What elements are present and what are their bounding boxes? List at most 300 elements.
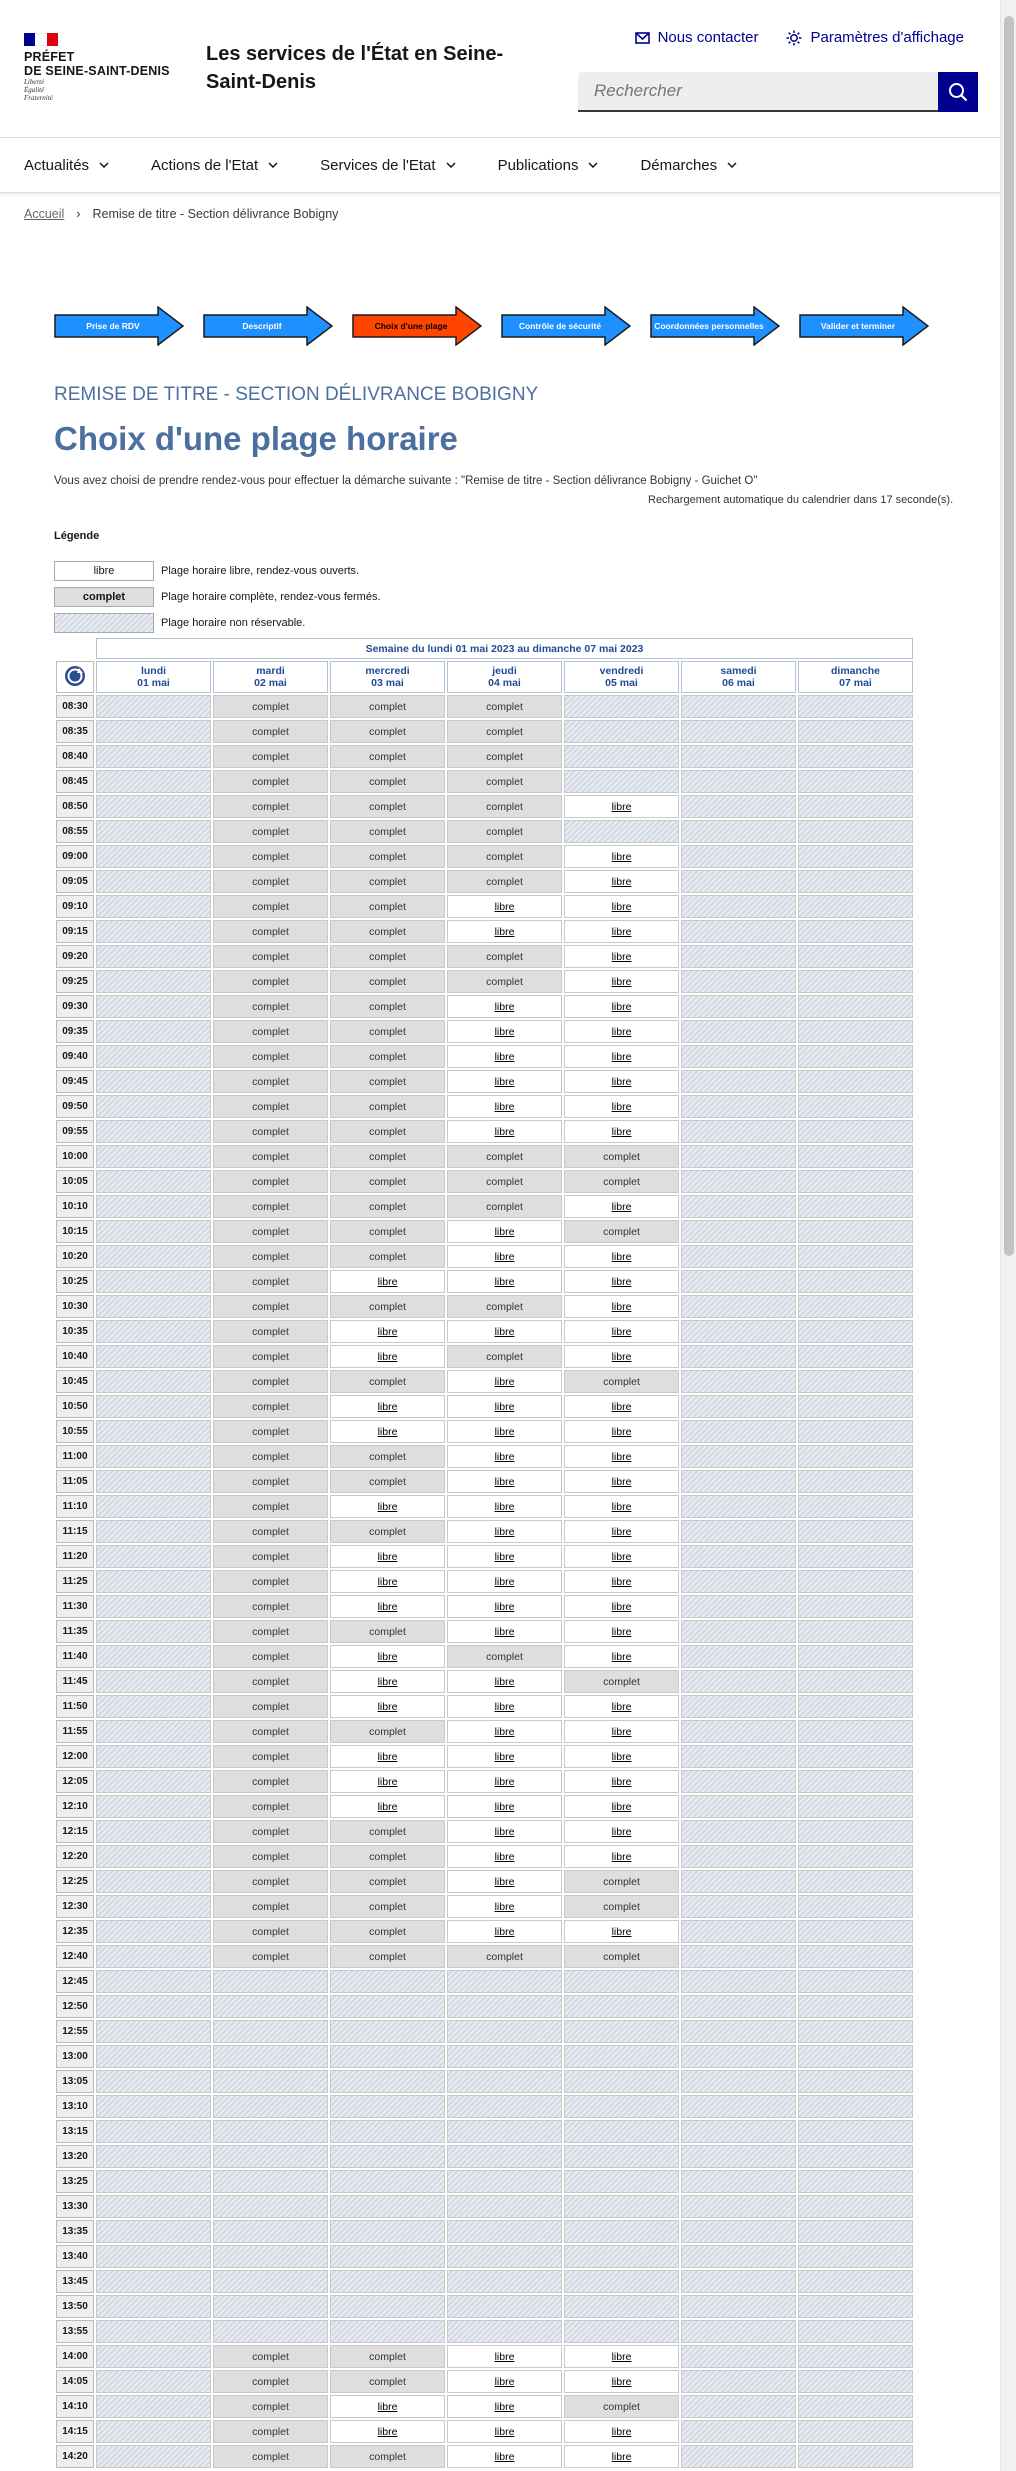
slot-status: complet [252, 750, 289, 763]
slot-libre[interactable] [564, 2370, 679, 2393]
slot-unavailable [681, 1920, 796, 1943]
slot-complet [330, 1045, 445, 1068]
slot-unavailable [798, 1595, 913, 1618]
slot-status: complet [369, 1900, 406, 1913]
slot-libre[interactable] [447, 895, 562, 918]
slot-libre[interactable] [564, 1570, 679, 1593]
slot-libre[interactable] [447, 1395, 562, 1418]
slot-complet [213, 1770, 328, 1793]
slot-libre[interactable] [564, 1195, 679, 1218]
slot-libre[interactable] [447, 1095, 562, 1118]
slot-status: complet [252, 2425, 289, 2438]
slot-libre[interactable] [330, 1695, 445, 1718]
slot-unavailable [681, 1195, 796, 1218]
slot-libre[interactable] [447, 2420, 562, 2443]
slot-status: complet [252, 1800, 289, 1813]
day-date: 07 mai [839, 677, 872, 689]
slot-libre[interactable] [447, 1520, 562, 1543]
slot-libre[interactable] [564, 1445, 679, 1468]
slot-libre[interactable] [447, 1420, 562, 1443]
time-label: 10:15 [56, 1220, 94, 1243]
time-row [56, 2220, 913, 2243]
slot-libre[interactable] [564, 1795, 679, 1818]
slot-complet [330, 1220, 445, 1243]
slot-libre[interactable] [564, 1920, 679, 1943]
slot-complet [330, 1120, 445, 1143]
time-label: 12:40 [56, 1945, 94, 1968]
time-label: 11:20 [56, 1545, 94, 1568]
time-row [56, 1270, 913, 1293]
slot-libre[interactable] [447, 1370, 562, 1393]
slot-complet [330, 1470, 445, 1493]
slot-unavailable [681, 1395, 796, 1418]
slot-libre[interactable] [564, 1420, 679, 1443]
slot-libre[interactable] [330, 2395, 445, 2418]
contact-link[interactable] [635, 29, 759, 46]
slot-libre[interactable] [447, 1220, 562, 1243]
slot-libre[interactable] [564, 1320, 679, 1343]
slot-status: libre [377, 2425, 398, 2438]
slot-unavailable [681, 1170, 796, 1193]
slot-complet [213, 1845, 328, 1868]
slot-libre[interactable] [447, 920, 562, 943]
slot-libre[interactable] [330, 1495, 445, 1518]
display-settings-link[interactable] [786, 29, 964, 46]
slot-libre[interactable] [330, 1270, 445, 1293]
slot-status: complet [252, 950, 289, 963]
slot-libre[interactable] [447, 1595, 562, 1618]
nav-item-publications[interactable] [498, 157, 599, 174]
time-label: 09:00 [56, 845, 94, 868]
slot-libre[interactable] [564, 795, 679, 818]
day-date: 01 mai [137, 677, 170, 689]
slot-libre[interactable] [564, 2420, 679, 2443]
slot-libre[interactable] [447, 1670, 562, 1693]
slot-complet [330, 1145, 445, 1168]
slot-unavailable [798, 2270, 913, 2293]
time-row [56, 920, 913, 943]
slot-unavailable [213, 2195, 328, 2218]
slot-libre[interactable] [564, 995, 679, 1018]
time-label: 12:45 [56, 1970, 94, 1993]
slot-libre[interactable] [447, 2370, 562, 2393]
slot-status: complet [369, 1225, 406, 1238]
slot-unavailable [681, 1570, 796, 1593]
slot-libre[interactable] [564, 920, 679, 943]
slot-unavailable [96, 1770, 211, 1793]
slot-unavailable [681, 1770, 796, 1793]
slot-status: libre [611, 2450, 632, 2463]
slot-status: complet [603, 1225, 640, 1238]
nav-item-services[interactable] [320, 157, 455, 174]
time-row [56, 945, 913, 968]
slot-unavailable [564, 2195, 679, 2218]
slot-unavailable [564, 770, 679, 793]
slot-libre[interactable] [447, 1745, 562, 1768]
slot-libre[interactable] [447, 1270, 562, 1293]
slot-libre[interactable] [447, 2345, 562, 2368]
slot-libre[interactable] [330, 1670, 445, 1693]
slot-status: complet [486, 1650, 523, 1663]
slot-libre[interactable] [564, 1295, 679, 1318]
slot-unavailable [798, 1245, 913, 1268]
slot-unavailable [96, 845, 211, 868]
slot-status: complet [252, 925, 289, 938]
slot-unavailable [681, 1295, 796, 1318]
slot-libre[interactable] [564, 1595, 679, 1618]
slot-libre[interactable] [564, 1770, 679, 1793]
slot-status: libre [611, 1600, 632, 1613]
slot-libre[interactable] [447, 995, 562, 1018]
slot-status: libre [611, 1125, 632, 1138]
time-row [56, 1320, 913, 1343]
slot-complet [330, 1895, 445, 1918]
slot-status: libre [494, 1325, 515, 1338]
slot-unavailable [96, 1895, 211, 1918]
slot-libre[interactable] [330, 1770, 445, 1793]
chevron-down-icon [268, 162, 278, 168]
slot-status: complet [252, 1900, 289, 1913]
slot-unavailable [330, 1995, 445, 2018]
slot-libre[interactable] [330, 1320, 445, 1343]
page-scrollbar[interactable] [1000, 0, 1016, 2471]
slot-status: libre [377, 1650, 398, 1663]
search-input[interactable] [578, 72, 938, 112]
time-row [56, 1170, 913, 1193]
slot-unavailable [96, 2145, 211, 2168]
slot-libre[interactable] [447, 1495, 562, 1518]
day-name: mardi [256, 665, 285, 677]
slot-libre[interactable] [447, 1870, 562, 1893]
slot-unavailable [213, 2045, 328, 2068]
time-row [56, 1770, 913, 1793]
slot-unavailable [798, 1795, 913, 1818]
slot-libre[interactable] [447, 1620, 562, 1643]
slot-status: complet [252, 1775, 289, 1788]
slot-libre[interactable] [447, 2445, 562, 2468]
nav-item-actions[interactable] [151, 157, 278, 174]
slot-libre[interactable] [447, 1445, 562, 1468]
slot-unavailable [213, 2320, 328, 2343]
slot-libre[interactable] [564, 1620, 679, 1643]
step-label: Contrôle de sécurité [518, 321, 602, 331]
service-name: REMISE DE TITRE - SECTION DÉLIVRANCE BOBIGNY [54, 384, 539, 405]
day-date: 06 mai [722, 677, 755, 689]
slot-libre[interactable] [330, 1795, 445, 1818]
slot-status: complet [369, 1200, 406, 1213]
slot-unavailable [798, 1895, 913, 1918]
scrollbar-thumb[interactable] [1004, 16, 1014, 1256]
slot-libre[interactable] [330, 1595, 445, 1618]
slot-status: complet [369, 2375, 406, 2388]
breadcrumb-home[interactable]: Accueil [24, 207, 65, 221]
slot-libre[interactable] [447, 1470, 562, 1493]
time-row [56, 1645, 913, 1668]
slot-complet [330, 1195, 445, 1218]
slot-unavailable [798, 2095, 913, 2118]
slot-unavailable [798, 1745, 913, 1768]
slot-libre[interactable] [447, 1070, 562, 1093]
slot-status: libre [494, 1575, 515, 1588]
slot-libre[interactable] [564, 2445, 679, 2468]
slot-status: libre [377, 1800, 398, 1813]
slot-complet [447, 970, 562, 993]
republic-flag-icon [24, 33, 58, 46]
slot-libre[interactable] [564, 1645, 679, 1668]
slot-unavailable [96, 1595, 211, 1618]
slot-status: libre [494, 2450, 515, 2463]
slot-status: libre [611, 1250, 632, 1263]
slot-complet [213, 2370, 328, 2393]
slot-libre[interactable] [447, 1020, 562, 1043]
slot-libre[interactable] [447, 1795, 562, 1818]
slot-complet [330, 1445, 445, 1468]
slot-unavailable [564, 2145, 679, 2168]
slot-libre[interactable] [330, 1395, 445, 1418]
slot-unavailable [447, 2195, 562, 2218]
slot-complet [330, 795, 445, 818]
slot-unavailable [681, 1345, 796, 1368]
slot-libre[interactable] [564, 1020, 679, 1043]
time-row [56, 995, 913, 1018]
slot-unavailable [681, 1045, 796, 1068]
slot-unavailable [798, 695, 913, 718]
slot-libre[interactable] [447, 1120, 562, 1143]
slot-libre[interactable] [564, 2345, 679, 2368]
slot-status: complet [486, 1950, 523, 1963]
search-button[interactable] [938, 72, 978, 112]
slot-complet [213, 1145, 328, 1168]
slot-status: complet [486, 875, 523, 888]
motto [24, 78, 53, 102]
slot-libre[interactable] [447, 1920, 562, 1943]
day-name: vendredi [599, 665, 644, 677]
slot-libre[interactable] [330, 1745, 445, 1768]
slot-libre[interactable] [564, 870, 679, 893]
slot-libre[interactable] [564, 945, 679, 968]
slot-unavailable [681, 820, 796, 843]
slot-unavailable [330, 2020, 445, 2043]
slot-unavailable [681, 1545, 796, 1568]
time-row [56, 695, 913, 718]
slot-unavailable [681, 1745, 796, 1768]
slot-unavailable [96, 1320, 211, 1343]
slot-libre[interactable] [330, 1420, 445, 1443]
slot-status: libre [611, 1650, 632, 1663]
nav-item-actualites[interactable] [24, 157, 109, 174]
slot-libre[interactable] [447, 1245, 562, 1268]
slot-status: libre [494, 1750, 515, 1763]
slot-complet [213, 695, 328, 718]
day-date: 04 mai [488, 677, 521, 689]
slot-unavailable [798, 2170, 913, 2193]
time-label: 11:05 [56, 1470, 94, 1493]
slot-libre[interactable] [330, 1570, 445, 1593]
slot-libre[interactable] [447, 1045, 562, 1068]
slot-unavailable [447, 2095, 562, 2118]
slot-complet [330, 1620, 445, 1643]
slot-libre[interactable] [564, 970, 679, 993]
slot-libre[interactable] [564, 1820, 679, 1843]
slot-unavailable [798, 1870, 913, 1893]
slot-unavailable [447, 2220, 562, 2243]
slot-libre[interactable] [447, 1820, 562, 1843]
time-row [56, 2095, 913, 2118]
slot-libre[interactable] [564, 1470, 679, 1493]
slot-libre[interactable] [564, 1070, 679, 1093]
slot-libre[interactable] [564, 1495, 679, 1518]
slot-unavailable [681, 895, 796, 918]
slot-unavailable [798, 1195, 913, 1218]
slot-libre[interactable] [564, 1845, 679, 1868]
slot-libre[interactable] [447, 1570, 562, 1593]
slot-unavailable [96, 1370, 211, 1393]
slot-unavailable [681, 745, 796, 768]
legend-hatch [54, 613, 305, 633]
slot-status: complet [252, 1350, 289, 1363]
slot-libre[interactable] [564, 1720, 679, 1743]
slot-libre[interactable] [564, 1120, 679, 1143]
day-header [564, 661, 679, 693]
slot-complet [213, 820, 328, 843]
slot-status: complet [252, 900, 289, 913]
time-row [56, 2420, 913, 2443]
slot-libre[interactable] [564, 1270, 679, 1293]
slot-unavailable [681, 970, 796, 993]
slot-unavailable [681, 1945, 796, 1968]
slot-unavailable [96, 1095, 211, 1118]
slot-libre[interactable] [564, 1045, 679, 1068]
slot-libre[interactable] [447, 1720, 562, 1743]
slot-libre[interactable] [447, 1545, 562, 1568]
slot-libre[interactable] [564, 1095, 679, 1118]
slot-unavailable [96, 1820, 211, 1843]
slot-unavailable [96, 1120, 211, 1143]
slot-status: libre [611, 1275, 632, 1288]
time-row [56, 2195, 913, 2218]
slot-libre[interactable] [564, 895, 679, 918]
slot-complet [330, 1920, 445, 1943]
step-3 [352, 306, 482, 346]
slot-unavailable [447, 2120, 562, 2143]
slot-status: complet [252, 1875, 289, 1888]
slot-status: complet [252, 1675, 289, 1688]
slot-libre[interactable] [564, 1395, 679, 1418]
slot-status: complet [369, 1950, 406, 1963]
slot-libre[interactable] [447, 2395, 562, 2418]
slot-unavailable [564, 1970, 679, 1993]
slot-complet [213, 1670, 328, 1693]
time-label: 08:50 [56, 795, 94, 818]
slot-libre[interactable] [564, 1345, 679, 1368]
slot-libre[interactable] [330, 1645, 445, 1668]
slot-status: complet [369, 1925, 406, 1938]
slot-status: libre [611, 1575, 632, 1588]
slot-unavailable [564, 745, 679, 768]
step-label: Coordonnées personnelles [654, 321, 764, 331]
slot-libre[interactable] [447, 1320, 562, 1343]
slot-complet [330, 2370, 445, 2393]
display-settings-label: Paramètres d'affichage [810, 29, 964, 46]
slot-status: complet [369, 1250, 406, 1263]
site-title[interactable]: Les services de l'État en Seine-Saint-Denis [206, 43, 504, 93]
nav-item-demarches[interactable] [640, 157, 737, 174]
slot-unavailable [96, 695, 211, 718]
slot-status: complet [252, 1600, 289, 1613]
slot-libre[interactable] [447, 1845, 562, 1868]
time-row [56, 1145, 913, 1168]
slot-unavailable [681, 1645, 796, 1668]
slot-libre[interactable] [564, 845, 679, 868]
time-row [56, 2445, 913, 2468]
slot-unavailable [798, 1295, 913, 1318]
slot-unavailable [96, 1145, 211, 1168]
time-row [56, 2395, 913, 2418]
slot-unavailable [96, 1995, 211, 2018]
slot-libre[interactable] [447, 1895, 562, 1918]
time-row [56, 2170, 913, 2193]
time-row [56, 1020, 913, 1043]
slot-libre[interactable] [564, 1695, 679, 1718]
slot-unavailable [96, 1295, 211, 1318]
slot-libre[interactable] [564, 1520, 679, 1543]
time-label: 13:10 [56, 2095, 94, 2118]
slot-unavailable [798, 795, 913, 818]
slot-status: complet [603, 1900, 640, 1913]
slot-libre[interactable] [330, 1545, 445, 1568]
time-row [56, 2045, 913, 2068]
brand-logo[interactable] [24, 50, 170, 78]
slot-unavailable [798, 2070, 913, 2093]
slot-libre[interactable] [564, 1245, 679, 1268]
slot-status: complet [369, 700, 406, 713]
slot-unavailable [96, 1470, 211, 1493]
time-row [56, 1520, 913, 1543]
slot-complet [330, 970, 445, 993]
slot-libre[interactable] [447, 1770, 562, 1793]
refresh-button[interactable] [56, 661, 94, 693]
slot-status: libre [494, 1600, 515, 1613]
slot-unavailable [330, 2320, 445, 2343]
slot-libre[interactable] [330, 1345, 445, 1368]
slot-unavailable [564, 2295, 679, 2318]
slot-libre[interactable] [447, 1695, 562, 1718]
time-label: 08:45 [56, 770, 94, 793]
slot-libre[interactable] [564, 1745, 679, 1768]
slot-status: complet [252, 1025, 289, 1038]
slot-unavailable [447, 2270, 562, 2293]
slot-libre[interactable] [330, 2420, 445, 2443]
slot-status: libre [611, 1475, 632, 1488]
slot-unavailable [96, 2070, 211, 2093]
time-row [56, 1370, 913, 1393]
slot-status: complet [252, 1625, 289, 1638]
main-nav [0, 137, 1000, 193]
slot-status: libre [494, 1050, 515, 1063]
breadcrumb [24, 207, 338, 221]
slot-unavailable [447, 2145, 562, 2168]
slot-complet [564, 1220, 679, 1243]
slot-unavailable [798, 2245, 913, 2268]
slot-unavailable [330, 2220, 445, 2243]
slot-unavailable [96, 2170, 211, 2193]
slot-unavailable [681, 695, 796, 718]
time-row [56, 1720, 913, 1743]
slot-status: libre [611, 875, 632, 888]
slot-libre[interactable] [564, 1545, 679, 1568]
slot-unavailable [798, 1645, 913, 1668]
slot-unavailable [96, 1695, 211, 1718]
